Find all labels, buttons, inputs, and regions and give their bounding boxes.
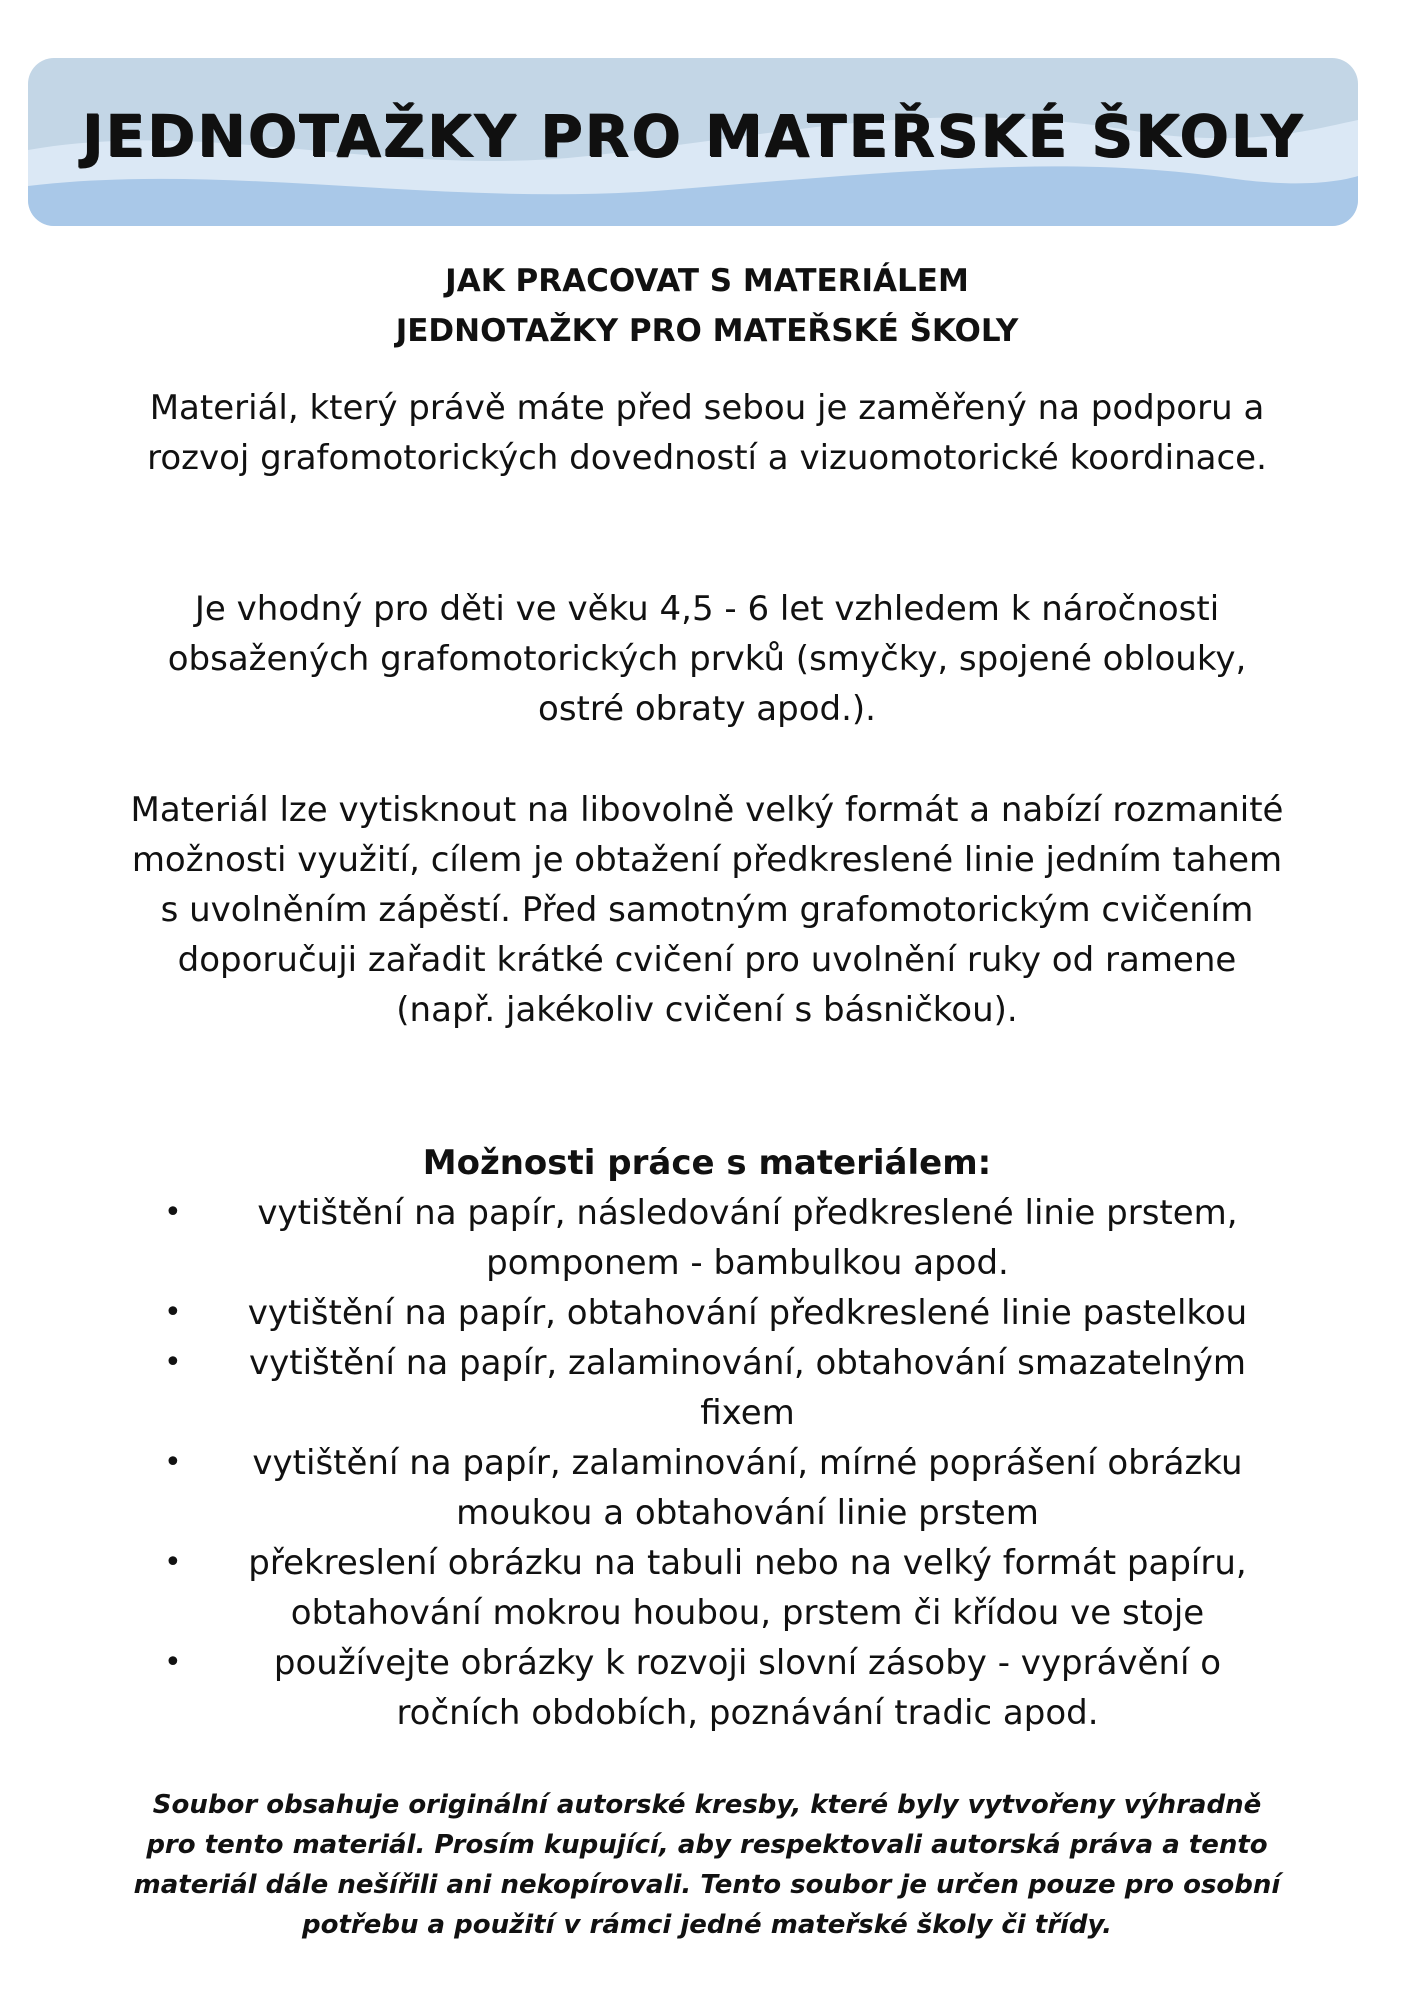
list-item: [160, 1638, 1280, 1738]
intro-paragraph: Materiál, který právě máte před sebou je zaměřený na podporu a rozvoj grafomotorických dovedností a vizuomotorické koordinace.: [147, 388, 1267, 478]
bullet-icon: •: [164, 1195, 182, 1230]
list-item-text: vytištění na papír, obtahování předkreslené linie pastelkou: [247, 1293, 1248, 1333]
section-heading-line-2: JEDNOTAŽKY PRO MATEŘSKÉ ŠKOLY: [395, 313, 1019, 349]
banner-title: JEDNOTAŽKY PRO MATEŘSKÉ ŠKOLY: [81, 102, 1305, 170]
bullet-icon: •: [164, 1445, 182, 1480]
list-item: [160, 1288, 1280, 1338]
list-item-text: používejte obrázky k rozvoji slovní zásoby - vyprávění o ročních obdobích, poznávání tradic apod.: [273, 1643, 1222, 1733]
usage-paragraph: Materiál lze vytisknout na libovolně velký formát a nabízí rozmanité možnosti využití, cílem je obtažení předkreslené linie jedním tahem s uvolněním zápěstí. Před samotným grafomotorickým cvičením doporučuji zařadit krátké cvičení pro uvolnění ruky od ramene (např. jakékoliv cvičení s básničkou).: [130, 790, 1284, 1030]
list-item-text: vytištění na papír, zalaminování, obtahování smazatelným fixem: [249, 1343, 1246, 1433]
list-item-text: překreslení obrázku na tabuli nebo na velký formát papíru, obtahování mokrou houbou, prstem či křídou ve stoje: [248, 1543, 1247, 1633]
list-item: [160, 1338, 1280, 1438]
bullet-icon: •: [164, 1345, 182, 1380]
list-item-text: vytištění na papír, následování předkreslené linie prstem, pomponem - bambulkou apod.: [257, 1193, 1238, 1283]
copyright-notice: Soubor obsahuje originální autorské kresby, které byly vytvořeny výhradně pro tento materiál. Prosím kupující, aby respektovali autorská práva a tento materiál dále nešířili ani nekopírovali. Tento soubor je určen pouze pro osobní potřebu a použití v rámci jedné mateřské školy či třídy.: [133, 1790, 1281, 1940]
header-banner: [28, 58, 1358, 226]
bullet-icon: •: [164, 1645, 182, 1680]
options-list: [160, 1188, 1280, 1738]
bullet-icon: •: [164, 1545, 182, 1580]
list-item: [160, 1188, 1280, 1288]
options-heading: Možnosti práce s materiálem:: [422, 1143, 992, 1183]
bullet-icon: •: [164, 1295, 182, 1330]
list-item: [160, 1438, 1280, 1538]
list-item: [160, 1538, 1280, 1638]
section-heading-line-1: JAK PRACOVAT S MATERIÁLEM: [445, 263, 969, 299]
list-item-text: vytištění na papír, zalaminování, mírné poprášení obrázku moukou a obtahování linie prstem: [252, 1443, 1243, 1533]
age-paragraph: Je vhodný pro děti ve věku 4,5 - 6 let vzhledem k náročnosti obsažených grafomotorických prvků (smyčky, spojené oblouky, ostré obraty apod.).: [167, 589, 1247, 729]
